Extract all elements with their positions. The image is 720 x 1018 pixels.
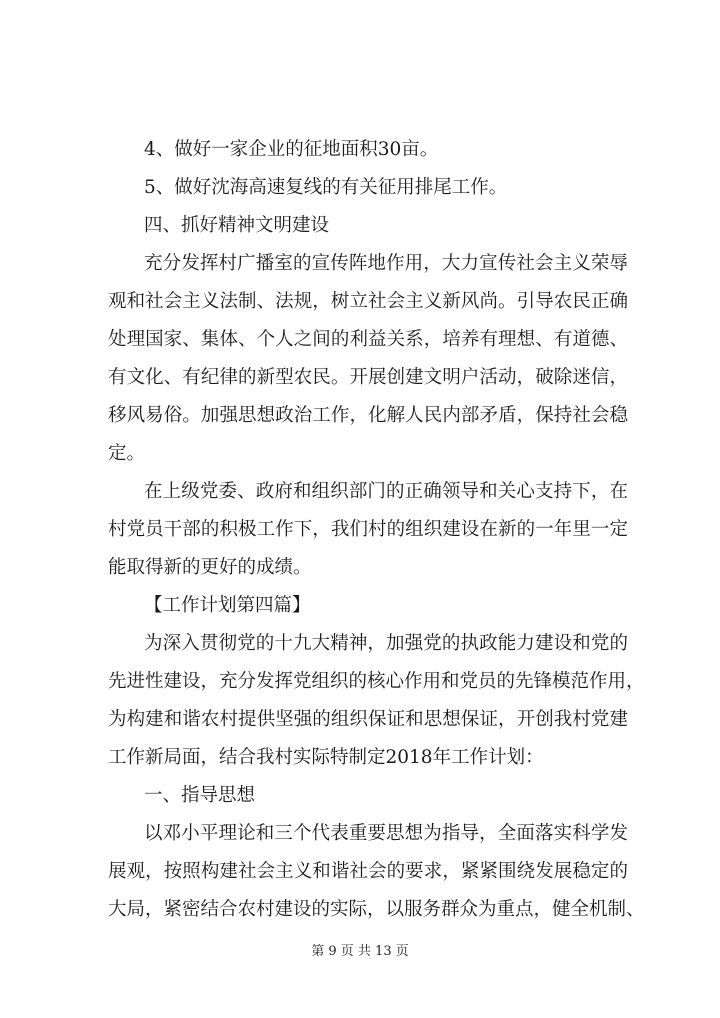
paragraph-line: 大局，紧密结合农村建设的实际，以服务群众为重点，健全机制、 — [108, 899, 645, 920]
paragraph-line: 展观，按照构建社会主义和谐社会的要求，紧紧围绕发展稳定的 — [108, 861, 628, 882]
paragraph-line: 为深入贯彻党的十九大精神，加强党的执政能力建设和党的 — [144, 633, 628, 654]
section-heading: 四、抓好精神文明建设 — [144, 215, 330, 236]
paragraph-line: 4、做好一家企业的征地面积30亩。 — [144, 139, 439, 160]
paragraph-line: 在上级党委、政府和组织部门的正确领导和关心支持下，在 — [144, 481, 628, 502]
paragraph-line: 5、做好沈海高速复线的有关征用排尾工作。 — [144, 177, 508, 198]
paragraph-line: 有文化、有纪律的新型农民。开展创建文明户活动，破除迷信， — [108, 367, 628, 388]
section-heading: 一、指导思想 — [144, 785, 256, 806]
page-footer: 第 9 页 共 13 页 — [311, 944, 409, 959]
paragraph-line: 以邓小平理论和三个代表重要思想为指导，全面落实科学发 — [144, 823, 628, 844]
paragraph-line: 工作新局面，结合我村实际特制定2018年工作计划： — [108, 747, 544, 768]
page-body — [108, 131, 645, 929]
paragraph-line: 观和社会主义法制、法规，树立社会主义新风尚。引导农民正确 — [108, 291, 628, 312]
paragraph-line: 处理国家、集体、个人之间的利益关系，培养有理想、有道德、 — [108, 329, 628, 350]
paragraph-line: 移风易俗。加强思想政治工作，化解人民内部矛盾，保持社会稳 — [108, 405, 628, 426]
paragraph-line: 充分发挥村广播室的宣传阵地作用，大力宣传社会主义荣辱 — [144, 253, 628, 274]
paragraph-line: 先进性建设，充分发挥党组织的核心作用和党员的先锋模范作用， — [108, 671, 645, 692]
paragraph-line: 能取得新的更好的成绩。 — [108, 557, 312, 578]
paragraph-line: 定。 — [108, 443, 146, 464]
paragraph-line: 村党员干部的积极工作下，我们村的组织建设在新的一年里一定 — [108, 519, 628, 540]
chapter-heading: 【工作计划第四篇】 — [144, 595, 311, 616]
paragraph-line: 为构建和谐农村提供坚强的组织保证和思想保证，开创我村党建 — [108, 709, 628, 730]
